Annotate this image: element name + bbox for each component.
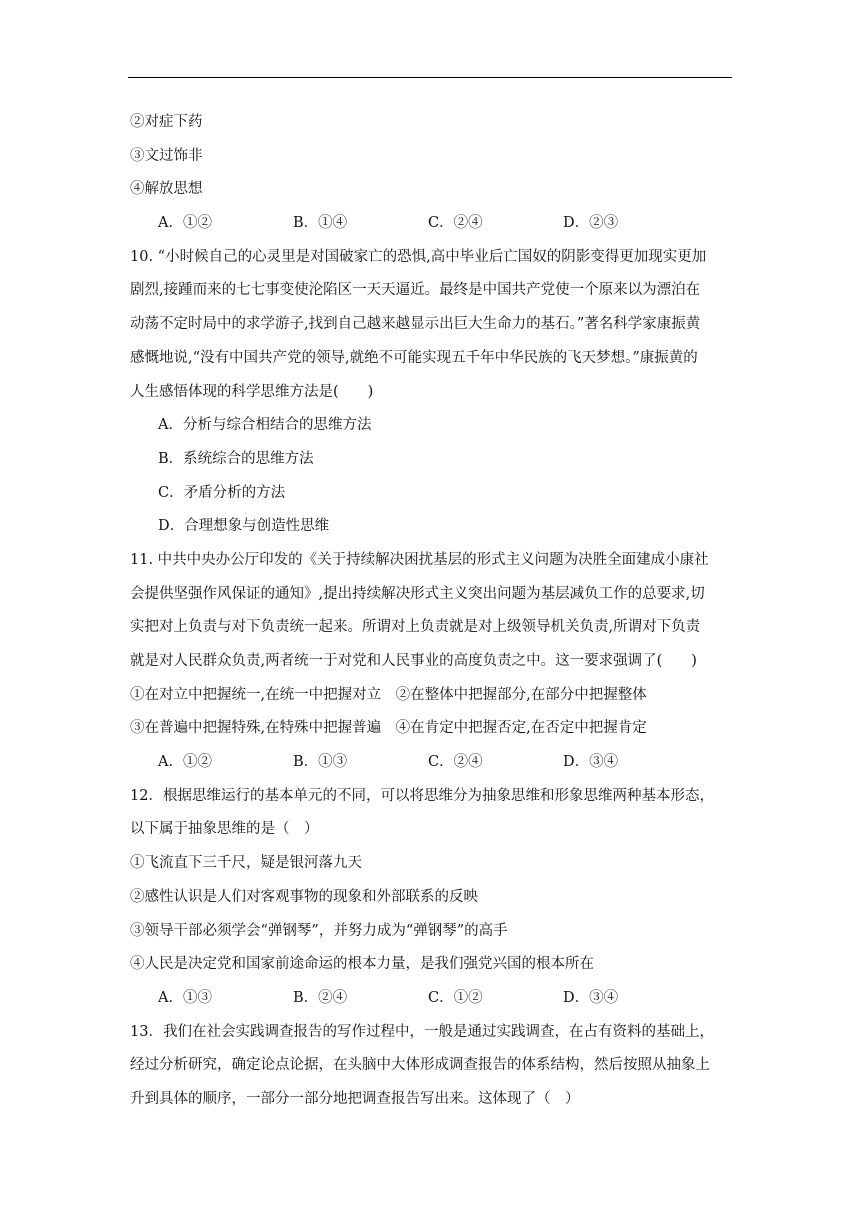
question-text-line: 会提供坚强作风保证的通知》,提出持续解决形式主义突出问题为基层减负工作的总要求,切	[130, 585, 705, 602]
statement-item: ④人民是决定党和国家前途命运的根本力量，是我们强党兴国的根本所在	[130, 956, 594, 973]
question-text-line: 人生感悟体现的科学思维方法是( )	[130, 383, 374, 400]
option-d: D．③④	[563, 754, 619, 771]
option-c: C．①②	[428, 989, 483, 1006]
question-text-line: 12．根据思维运行的基本单元的不同，可以将思维分为抽象思维和形象思维两种基本形态，	[130, 787, 714, 804]
question-text-line: 剧烈,接踵而来的七七事变使沦陷区一天天逼近。最终是中国共产党使一个原来以为漂泊在	[130, 282, 701, 299]
option-b: B．系统综合的思维方法	[158, 450, 314, 467]
statement-item: ③领导干部必须学会“弹钢琴”，并努力成为“弹钢琴”的高手	[130, 922, 508, 939]
option-c: C．矛盾分析的方法	[158, 484, 286, 501]
statement-item: ④解放思想	[130, 181, 203, 198]
question-text-line: 升到具体的顺序，一部分一部分地把调查报告写出来。这体现了（ ）	[130, 1090, 580, 1107]
question-13	[130, 1016, 732, 1117]
question-text-line: 感慨地说,“没有中国共产党的领导,就绝不可能实现五千年中华民族的飞天梦想。”康振黄的	[130, 349, 698, 366]
option-d: D．合理想象与创造性思维	[158, 518, 330, 535]
option-a: A．①②	[158, 754, 212, 771]
option-d: D．③④	[563, 989, 619, 1006]
option-a: A．分析与综合相结合的思维方法	[158, 417, 372, 434]
question-12	[130, 780, 732, 1016]
header-rule	[128, 77, 732, 78]
document-page	[130, 106, 732, 1117]
option-d: D．②③	[563, 215, 619, 232]
statement-item: ①在对立中把握统一,在统一中把握对立 ②在整体中把握部分,在部分中把握整体	[130, 686, 647, 703]
option-b: B．①③	[293, 754, 348, 771]
answer-options	[130, 207, 732, 241]
statement-item: ③在普遍中把握特殊,在特殊中把握普遍 ④在肯定中把握否定,在否定中把握肯定	[130, 720, 647, 737]
answer-options	[130, 982, 732, 1016]
statement-item: ②感性认识是人们对客观事物的现象和外部联系的反映	[130, 888, 478, 905]
question-text-line: 实把对上负责与对下负责统一起来。所谓对上负责就是对上级领导机关负责,所谓对下负责	[130, 619, 701, 636]
question-text-line: 以下属于抽象思维的是（ ）	[130, 821, 319, 838]
question-text-line: 13．我们在社会实践调查报告的写作过程中，一般是通过实践调查，在占有资料的基础上，	[130, 1023, 714, 1040]
question-text-line: 动荡不定时局中的求学游子,找到自己越来越显示出巨大生命力的基石。”著名科学家康振黄	[130, 316, 701, 333]
option-a: A．①②	[158, 215, 212, 232]
option-b: B．①④	[293, 215, 348, 232]
statement-item: ②对症下药	[130, 114, 203, 130]
question-text-line: 经过分析研究，确定论点论据，在头脑中大体形成调查报告的体系结构，然后按照从抽象上	[130, 1057, 710, 1074]
question-text-line: 10. “小时候自己的心灵里是对国破家亡的恐惧,高中毕业后亡国奴的阴影变得更加现实更加	[130, 248, 707, 265]
question-9-tail	[130, 106, 732, 241]
question-10	[130, 241, 732, 544]
question-text-line: 就是对人民群众负责,两者统一于对党和人民事业的高度负责之中。这一要求强调了( )	[130, 653, 697, 669]
question-11	[130, 544, 732, 780]
option-c: C．②④	[428, 215, 483, 232]
option-a: A．①③	[158, 989, 212, 1006]
question-text-line: 11. 中共中央办公厅印发的《关于持续解决困扰基层的形式主义问题为决胜全面建成小康社	[130, 551, 709, 568]
option-c: C．②④	[428, 754, 483, 771]
statement-item: ①飞流直下三千尺，疑是银河落九天	[130, 855, 362, 872]
option-b: B．②④	[293, 989, 348, 1006]
statement-item: ③文过饰非	[130, 147, 203, 164]
answer-options	[130, 746, 732, 780]
